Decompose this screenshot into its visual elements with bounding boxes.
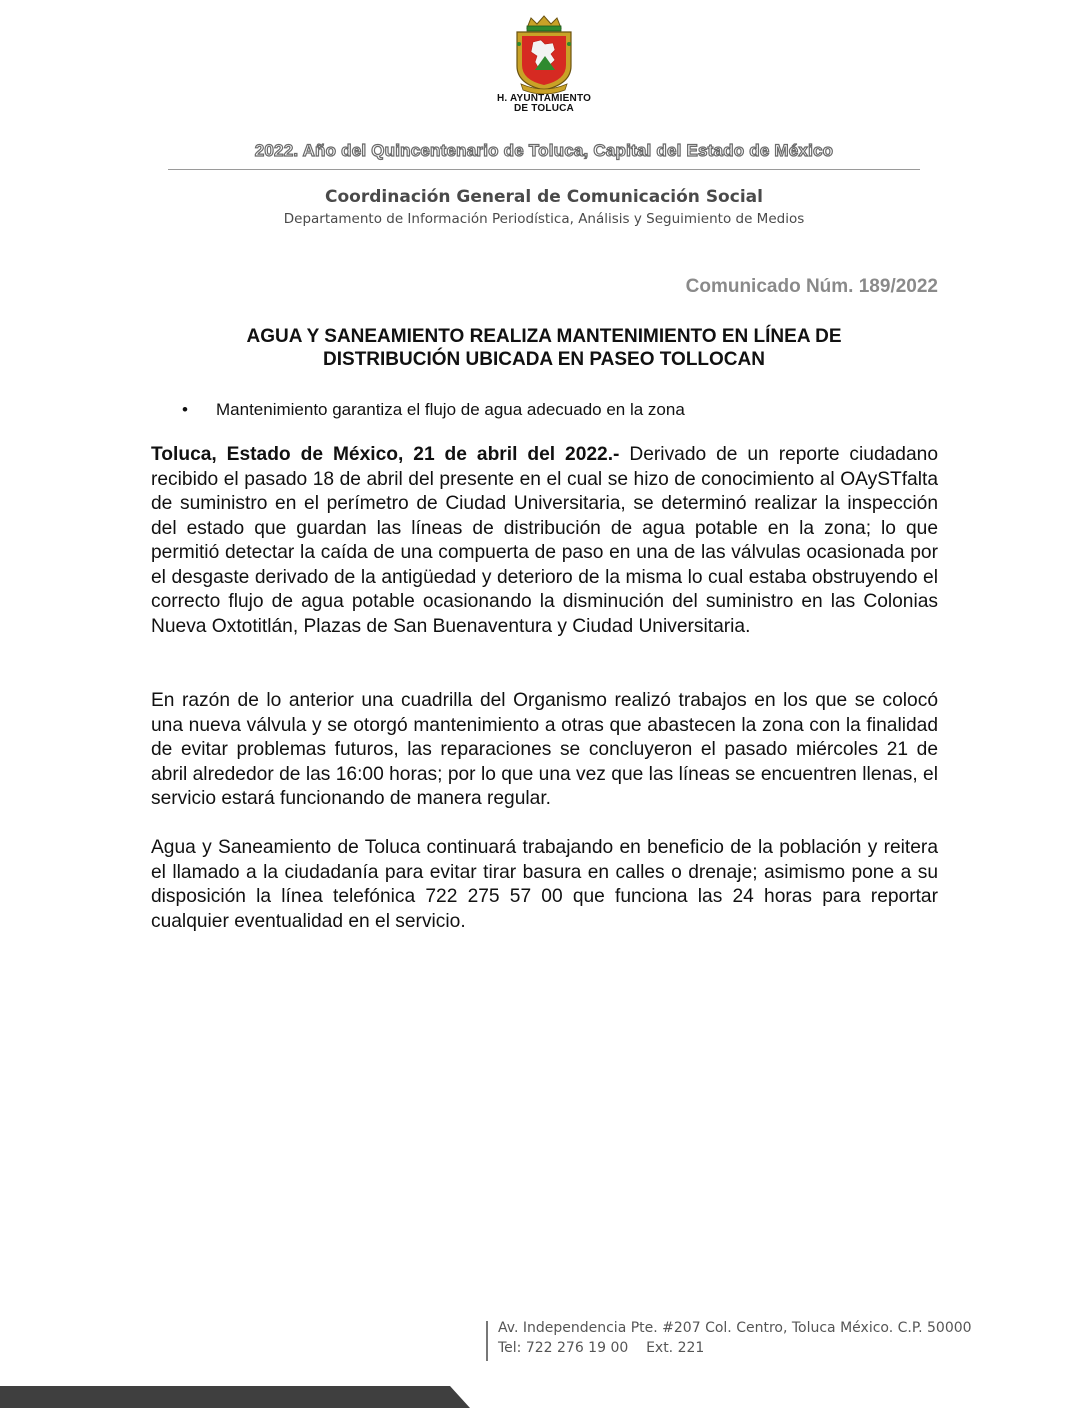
footer-phone: Tel: 722 276 19 00 Ext. 221 — [498, 1340, 705, 1356]
logo-name-line2: DE TOLUCA — [514, 103, 574, 114]
release-number: Comunicado Núm. 189/2022 — [685, 276, 938, 297]
paragraph-1 — [151, 443, 938, 639]
motto-banner: 2022. Año del Quincentenario de Toluca, Capital del Estado de México — [254, 141, 834, 160]
bullet-marker: • — [182, 400, 188, 419]
footer-divider — [486, 1321, 488, 1361]
toluca-coat-of-arms-icon — [509, 14, 579, 94]
footer-band — [0, 1386, 470, 1408]
paragraph-3: Agua y Saneamiento de Toluca continuará trabajando en beneficio de la población y reitera el llamado a la ciudadanía para evitar tirar basura en calles o drenaje; asimismo pone a su disposición la línea telefónica 722 275 57 00 que funciona las 24 horas para reportar cualquier eventualidad en el servicio. — [151, 837, 938, 932]
headline — [150, 325, 938, 371]
department-subtitle: Departamento de Información Periodística, Análisis y Seguimiento de Medios — [283, 211, 805, 227]
headline-line-1: AGUA Y SANEAMIENTO REALIZA MANTENIMIENTO EN LÍNEA DE — [246, 326, 842, 347]
municipal-logo — [488, 14, 600, 122]
paragraph-2: En razón de lo anterior una cuadrilla del Organismo realizó trabajos en los que se colocó una nueva válvula y se otorgó mantenimiento a otras que abastecen la zona con la finalidad de evitar problemas futuros, las reparaciones se concluyeron el pasado miércoles 21 de abril alrededor de las 16:00 horas; por lo que una vez que las líneas se encuentren llenas, el servicio estará funcionando de manera regular. — [151, 690, 938, 809]
paragraph-1-body: Derivado de un reporte ciudadano recibido el pasado 18 de abril del presente en el cual se hizo de conocimiento al OAySTfalta de suministro en el perímetro de Ciudad Universitaria, se determinó realizar la inspección del estado que guardan las líneas de distribución de agua potable en la zona; lo que permitió detectar la caída de una compuerta de paso en una de las válvulas ocasionada por el desgaste derivado de la antigüedad y deterioro de la misma lo cual estaba obstruyendo el correcto flujo de agua potable ocasionando la disminución del suministro en las Colonias Nueva Oxtotitlán, Plazas de San Buenaventura y Ciudad Universitaria. — [151, 444, 938, 637]
summary-bullet — [182, 400, 685, 420]
logo-name-line1: H. AYUNTAMIENTO — [496, 93, 592, 104]
footer-address: Av. Independencia Pte. #207 Col. Centro, Toluca México. C.P. 50000 — [498, 1320, 972, 1336]
bullet-text: Mantenimiento garantiza el flujo de agua adecuado en la zona — [216, 400, 685, 419]
headline-line-2: DISTRIBUCIÓN UBICADA EN PASEO TOLLOCAN — [323, 349, 765, 370]
header-divider — [168, 169, 920, 170]
coordination-title: Coordinación General de Comunicación Social — [325, 187, 763, 207]
dateline: Toluca, Estado de México, 21 de abril del 2022.- — [151, 444, 620, 465]
